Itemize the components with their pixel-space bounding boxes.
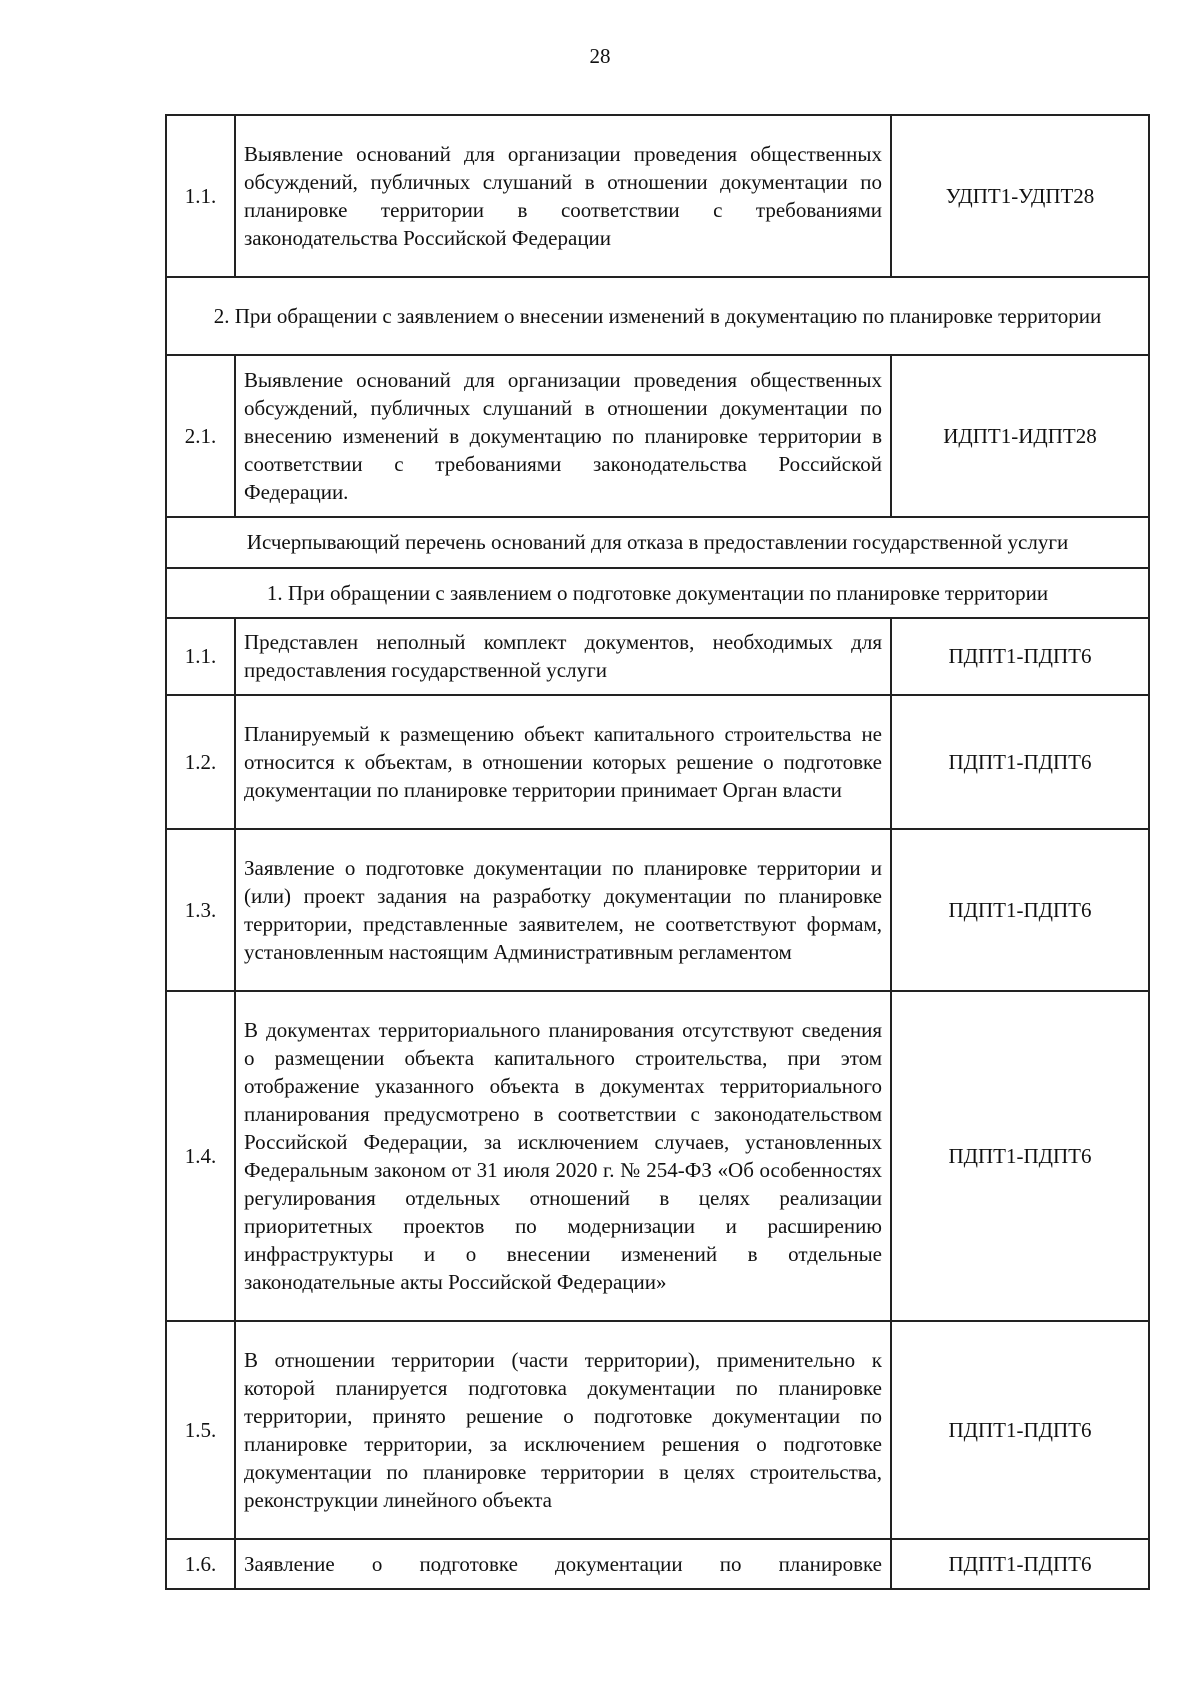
page-number: 28 bbox=[589, 44, 611, 68]
table-row bbox=[166, 1539, 1149, 1589]
row-text: Заявление о подготовке документации по планировке bbox=[235, 1539, 891, 1589]
row-number: 1.4. bbox=[166, 991, 235, 1321]
row-text: Заявление о подготовке документации по планировке территории и (или) проект задания на разработку документации по планировке территории, представленные заявителем, не соответствуют формам, установленным настоящим Административным регламентом bbox=[235, 829, 891, 991]
row-text: Планируемый к размещению объект капитального строительства не относится к объектам, в отношении которых решение о подготовке документации по планировке территории принимает Орган власти bbox=[235, 695, 891, 829]
row-text: В документах территориального планирования отсутствуют сведения о размещении объекта капитального строительства, при этом отображение указанного объекта в документах территориального планирования предусмотрено в соответствии с законодательством Российской Федерации, за исключением случаев, установленных Федеральным законом от 31 июля 2020 г. № 254-ФЗ «Об особенностях регулирования отдельных отношений в целях реализации приоритетных проектов по модернизации и расширению инфраструктуры и о внесении изменений в отдельные законодательные акты Российской Федерации» bbox=[235, 991, 891, 1321]
row-text: Выявление оснований для организации проведения общественных обсуждений, публичных слушаний в отношении документации по планировке территории в соответствии с требованиями законодательства Российской Федерации bbox=[235, 115, 891, 277]
table-row bbox=[166, 829, 1149, 991]
row-text: В отношении территории (части территории), применительно к которой планируется подготовка документации по планировке территории, принято решение о подготовке документации по планировке территории, за исключением решения о подготовке документации по планировке территории в целях строительства, реконструкции линейного объекта bbox=[235, 1321, 891, 1539]
table-row bbox=[166, 355, 1149, 517]
table-row bbox=[166, 115, 1149, 277]
row-number: 1.6. bbox=[166, 1539, 235, 1589]
row-code: ПДПТ1-ПДПТ6 bbox=[891, 1539, 1149, 1589]
row-text: Представлен неполный комплект документов, необходимых для предоставления государственной услуги bbox=[235, 618, 891, 695]
row-number: 1.3. bbox=[166, 829, 235, 991]
section-heading: 2. При обращении с заявлением о внесении изменений в документацию по планировке территории bbox=[166, 277, 1149, 355]
section-heading: Исчерпывающий перечень оснований для отказа в предоставлении государственной услуги bbox=[166, 517, 1149, 568]
table-row bbox=[166, 695, 1149, 829]
row-number: 2.1. bbox=[166, 355, 235, 517]
section-heading: 1. При обращении с заявлением о подготовке документации по планировке территории bbox=[166, 568, 1149, 618]
grounds-table bbox=[165, 114, 1150, 1590]
row-code: ПДПТ1-ПДПТ6 bbox=[891, 695, 1149, 829]
table-row bbox=[166, 1321, 1149, 1539]
table-row bbox=[166, 618, 1149, 695]
section-row bbox=[166, 277, 1149, 355]
row-number: 1.5. bbox=[166, 1321, 235, 1539]
row-number: 1.1. bbox=[166, 115, 235, 277]
row-code: ПДПТ1-ПДПТ6 bbox=[891, 991, 1149, 1321]
row-code: ПДПТ1-ПДПТ6 bbox=[891, 1321, 1149, 1539]
table-row bbox=[166, 991, 1149, 1321]
section-row bbox=[166, 517, 1149, 568]
row-number: 1.2. bbox=[166, 695, 235, 829]
row-code: ПДПТ1-ПДПТ6 bbox=[891, 829, 1149, 991]
row-code: ПДПТ1-ПДПТ6 bbox=[891, 618, 1149, 695]
row-number: 1.1. bbox=[166, 618, 235, 695]
section-row bbox=[166, 568, 1149, 618]
row-code: УДПТ1-УДПТ28 bbox=[891, 115, 1149, 277]
row-code: ИДПТ1-ИДПТ28 bbox=[891, 355, 1149, 517]
row-text: Выявление оснований для организации проведения общественных обсуждений, публичных слушаний в отношении документации по внесению изменений в документацию по планировке территории в соответствии с требованиями законодательства Российской Федерации. bbox=[235, 355, 891, 517]
